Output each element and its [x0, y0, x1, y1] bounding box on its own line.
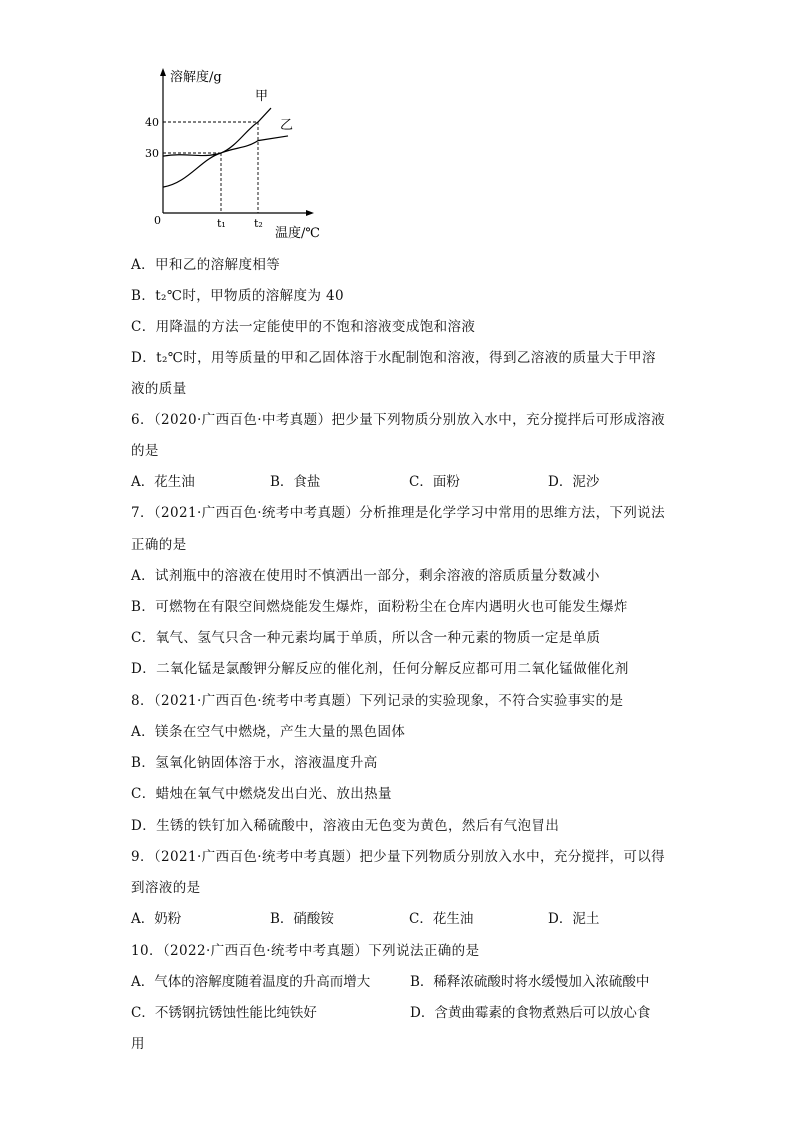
y-axis-label: 溶解度/g	[170, 70, 222, 85]
q7-stem-line1: 7．（2021·广西百色·统考中考真题）分析推理是化学学习中常用的思维方法，下列说法	[131, 505, 666, 521]
q8-option-b: B．氢氧化钠固体溶于水，溶液温度升高	[131, 755, 378, 771]
q8-option-d: D．生锈的铁钉加入稀硫酸中，溶液由无色变为黄色，然后有气泡冒出	[131, 818, 560, 834]
q9-options	[131, 910, 651, 928]
q7-stem-line2: 正确的是	[131, 537, 187, 553]
series-label-yi: 乙	[280, 118, 294, 133]
q10-option-c: C．不锈钢抗锈蚀性能比纯铁好	[131, 1005, 317, 1021]
q10-option-d-line1: D．含黄曲霉素的食物煮熟后可以放心食	[410, 1005, 651, 1021]
solubility-chart-svg	[130, 62, 330, 242]
q9-option-b: B．硝酸铵	[270, 911, 334, 927]
q5-option-c: C．用降温的方法一定能使甲的不饱和溶液变成饱和溶液	[131, 319, 476, 335]
y-axis-arrow	[160, 68, 166, 76]
solubility-chart	[130, 62, 330, 246]
q10-option-a: A．气体的溶解度随着温度的升高而增大	[131, 974, 371, 990]
q10-option-d-line2: 用	[131, 1036, 145, 1052]
origin-label: 0	[154, 214, 161, 227]
q8-stem: 8．（2021·广西百色·统考中考真题）下列记录的实验现象，不符合实验事实的是	[131, 693, 624, 709]
q7-option-a: A．试剂瓶中的溶液在使用时不慎洒出一部分，剩余溶液的溶质质量分数减小	[131, 568, 600, 584]
series-label-jia: 甲	[255, 89, 269, 104]
q6-options	[131, 473, 651, 491]
q8-option-c: C．蜡烛在氧气中燃烧发出白光、放出热量	[131, 786, 392, 802]
q7-option-c: C．氧气、氢气只含一种元素均属于单质，所以含一种元素的物质一定是单质	[131, 630, 601, 646]
x-tick-label-t1: t₁	[217, 217, 226, 230]
q7-option-b: B．可燃物在有限空间燃烧能发生爆炸，面粉粉尘在仓库内遇明火也可能发生爆炸	[131, 599, 628, 615]
q9-option-c: C．花生油	[409, 911, 474, 927]
q6-option-a: A．花生油	[131, 474, 195, 490]
q10-stem: 10．（2022·广西百色·统考中考真题）下列说法正确的是	[131, 943, 480, 959]
chart-marks	[163, 108, 288, 213]
q9-option-a: A．奶粉	[131, 911, 182, 927]
series-jia-line	[163, 108, 271, 187]
q9-option-d: D．泥土	[548, 911, 600, 927]
x-tick-label-t2: t₂	[254, 217, 263, 230]
q6-stem-line1: 6．（2020·广西百色·中考真题）把少量下列物质分别放入水中，充分搅拌后可形成溶液	[131, 412, 666, 428]
q5-option-a: A．甲和乙的溶解度相等	[131, 257, 281, 273]
q10-option-b: B．稀释浓硫酸时将水缓慢加入浓硫酸中	[410, 974, 650, 990]
q6-option-c: C．面粉	[409, 474, 460, 490]
q6-option-d: D．泥沙	[548, 474, 600, 490]
q10-options-row2	[131, 1004, 651, 1022]
series-yi-line	[163, 136, 288, 156]
q5-option-d-line2: 液的质量	[131, 381, 187, 397]
y-tick-label: 30	[145, 147, 159, 160]
q9-stem-line1: 9．（2021·广西百色·统考中考真题）把少量下列物质分别放入水中，充分搅拌，可以得	[131, 849, 666, 865]
x-axis-label: 温度/℃	[275, 226, 320, 241]
q10-options-row1	[131, 973, 651, 991]
y-tick-label: 40	[145, 116, 159, 129]
q6-stem-line2: 的是	[131, 443, 159, 459]
q6-option-b: B．食盐	[270, 474, 321, 490]
x-axis-arrow	[306, 210, 314, 216]
q9-stem-line2: 到溶液的是	[131, 880, 201, 896]
q5-option-b: B．t₂℃时，甲物质的溶解度为 40	[131, 288, 345, 304]
q8-option-a: A．镁条在空气中燃烧，产生大量的黑色固体	[131, 724, 406, 740]
q7-option-d: D．二氧化锰是氯酸钾分解反应的催化剂，任何分解反应都可用二氧化锰做催化剂	[131, 661, 629, 677]
q5-option-d-line1: D．t₂℃时，用等质量的甲和乙固体溶于水配制饱和溶液，得到乙溶液的质量大于甲溶	[131, 350, 656, 366]
